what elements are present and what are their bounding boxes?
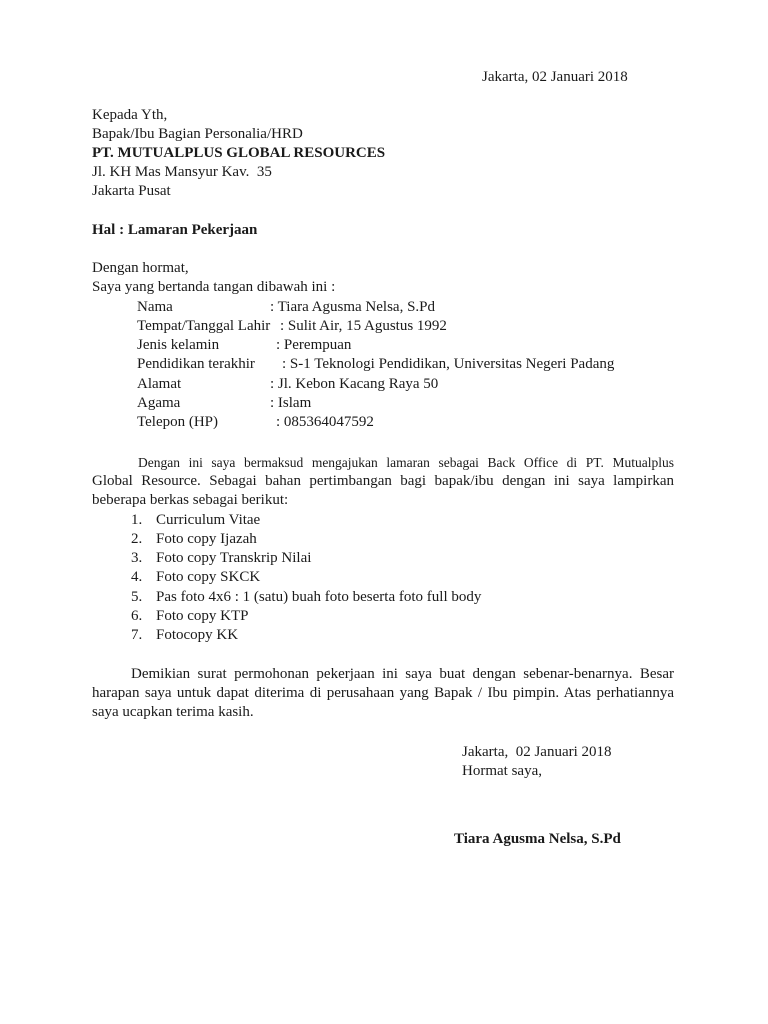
list-item-number: 1.: [131, 512, 143, 528]
identity-label: Telepon (HP): [137, 414, 219, 430]
list-item: Foto copy SKCK: [156, 569, 261, 585]
identity-value: : Tiara Agusma Nelsa, S.Pd: [270, 299, 436, 315]
recipient-salutation: Kepada Yth,: [92, 107, 168, 123]
list-item-number: 6.: [131, 608, 143, 624]
recipient-department: Bapak/Ibu Bagian Personalia/HRD: [92, 126, 303, 142]
signature-date: Jakarta, 02 Januari 2018: [462, 744, 612, 760]
paragraph-first-line: Dengan ini saya bermaksud mengajukan lamaran sebagai Back Office di PT. Mutualplus: [138, 455, 674, 470]
letter-subject: Hal : Lamaran Pekerjaan: [92, 222, 258, 238]
identity-value: : Islam: [270, 395, 312, 411]
recipient-company: PT. MUTUALPLUS GLOBAL RESOURCES: [92, 145, 386, 161]
letter-date: Jakarta, 02 Januari 2018: [482, 69, 628, 85]
list-item-number: 5.: [131, 589, 143, 605]
list-item: Curriculum Vitae: [156, 512, 261, 528]
closing-first-line: Demikian surat permohonan pekerjaan ini saya buat dengan sebenar-benarnya. Besar: [131, 666, 674, 682]
identity-label: Agama: [137, 395, 181, 411]
recipient-address-city: Jakarta Pusat: [92, 183, 171, 199]
signature-regards: Hormat saya,: [462, 763, 542, 779]
list-item: Fotocopy KK: [156, 627, 239, 643]
intro-line: Saya yang bertanda tangan dibawah ini :: [92, 279, 336, 295]
identity-label: Nama: [137, 299, 173, 315]
identity-label: Pendidikan terakhir: [137, 356, 255, 372]
identity-value: : Perempuan: [276, 337, 352, 353]
identity-label: Jenis kelamin: [137, 337, 220, 353]
closing-continuation: harapan saya untuk dapat diterima di perusahaan yang Bapak / Ibu pimpin. Atas perhatiannya saya ucapkan terima kasih.: [92, 685, 674, 720]
identity-label: Tempat/Tanggal Lahir: [137, 318, 271, 334]
list-item-number: 4.: [131, 569, 143, 585]
paragraph-continuation: Global Resource. Sebagai bahan pertimbangan bagi bapak/ibu dengan ini saya lampirkan beberapa berkas sebagai berikut:: [92, 473, 674, 508]
identity-value: : Jl. Kebon Kacang Raya 50: [270, 376, 439, 392]
identity-label: Alamat: [137, 376, 182, 392]
recipient-address-street: Jl. KH Mas Mansyur Kav. 35: [92, 164, 272, 180]
list-item: Foto copy Transkrip Nilai: [156, 550, 312, 566]
identity-value: : 085364047592: [276, 414, 374, 430]
identity-value: : S-1 Teknologi Pendidikan, Universitas Negeri Padang: [282, 356, 615, 372]
signature-name: Tiara Agusma Nelsa, S.Pd: [454, 831, 621, 847]
list-item-number: 3.: [131, 550, 143, 566]
identity-value: : Sulit Air, 15 Agustus 1992: [280, 318, 447, 334]
list-item: Foto copy Ijazah: [156, 531, 257, 547]
list-item: Foto copy KTP: [156, 608, 249, 624]
list-item-number: 7.: [131, 627, 143, 643]
greeting: Dengan hormat,: [92, 260, 189, 276]
list-item: Pas foto 4x6 : 1 (satu) buah foto beserta foto full body: [156, 589, 482, 605]
list-item-number: 2.: [131, 531, 143, 547]
